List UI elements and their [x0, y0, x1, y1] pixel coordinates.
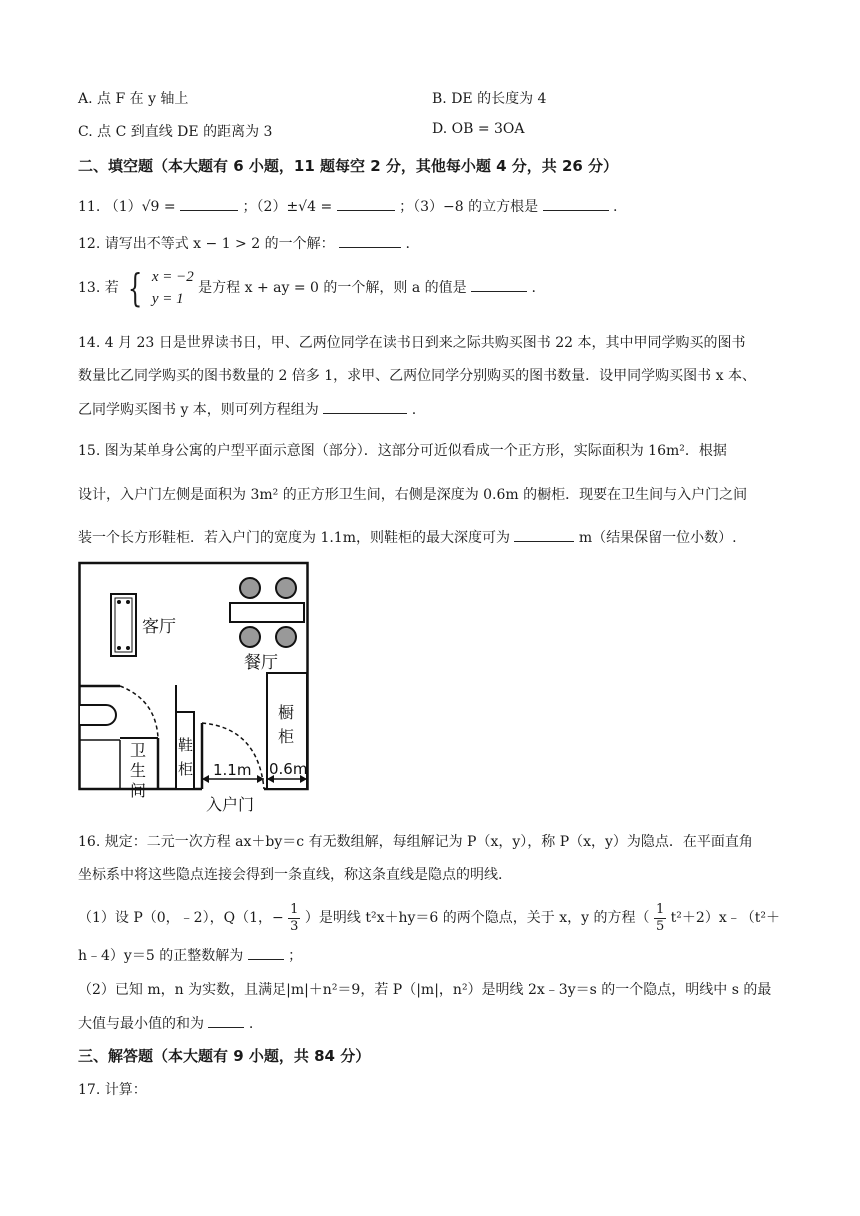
system-brace: { [128, 266, 143, 310]
section-3-heading: 三、解答题（本大题有 9 小题，共 84 分） [78, 1047, 371, 1065]
bathroom-door-arc [120, 686, 158, 738]
q14-line-3 [78, 399, 416, 420]
bathroom-label-2: 生 [130, 761, 147, 780]
question-13 [78, 266, 536, 310]
q13-eq2: y = 1 [151, 291, 184, 307]
q15-line-3 [78, 527, 737, 548]
q16-p1-a: （1）设 P（0，﹣2），Q（1，− [78, 910, 284, 926]
q14-line-2: 数量比乙同学购买的图书数量的 2 倍多 1，求甲、乙两位同学分别购买的图书数量．设甲同学购买图书 x 本、 [78, 368, 756, 384]
q11-number: 11. [78, 199, 101, 215]
q16-p1-b: ）是明线 t²x＋hy＝6 的两个隐点，关于 x，y 的方程（ [304, 910, 650, 926]
dining-table [230, 603, 304, 622]
q15-line-3-text: 装一个长方形鞋柜．若入户门的宽度为 1.1m，则鞋柜的最大深度可为 [78, 530, 510, 546]
q16-p2-end: . [248, 1016, 254, 1032]
q15-line-3-end: m（结果保留一位小数）. [578, 530, 737, 546]
cabinet-label-1: 橱 [278, 703, 295, 722]
q12-blank[interactable] [339, 233, 401, 248]
bathroom-label-3: 间 [130, 781, 147, 800]
q12-end: . [405, 236, 410, 252]
q16-blank-2[interactable] [208, 1013, 244, 1028]
q14-line-3-text: 乙同学购买图书 y 本，则可列方程组为 [78, 402, 319, 418]
q14-line-1: 14. 4 月 23 日是世界读书日，甲、乙两位同学在读书日到来之际共购买图书 22 本，其中甲同学购买的图书 [78, 335, 746, 351]
door-width-label: 1.1m [213, 761, 252, 779]
q16-part2-line-2 [78, 1013, 253, 1034]
entrance-label: 入户门 [206, 795, 255, 814]
floor-plan-figure [78, 560, 310, 816]
fraction-one-fifth: $\frac{1}{5}$ [655, 901, 665, 934]
cabinet-depth-label: 0.6m [269, 760, 308, 778]
cabinet-label-2: 柜 [278, 727, 295, 746]
q16-part2-line-1: （2）已知 m，n 为实数，且满足|m|＋n²＝9，若 P（|m|，n²）是明线 2x﹣3y＝s 的一个隐点，明线中 s 的最 [78, 982, 772, 998]
question-17: 17. 计算： [78, 1082, 147, 1098]
chair [240, 578, 260, 598]
question-11 [78, 196, 617, 217]
living-room-label: 客厅 [142, 617, 176, 637]
q13-end: . [531, 280, 536, 296]
q16-line-2: 坐标系中将这些隐点连接会得到一条直线，称这条直线是隐点的明线. [78, 867, 503, 883]
chair [276, 627, 296, 647]
chair [276, 578, 296, 598]
q12-text: 12. 请写出不等式 x − 1 > 2 的一个解： [78, 236, 335, 252]
q11-end: . [613, 199, 618, 215]
option-d: D. OB = 3OA [432, 121, 525, 137]
q16-line-1: 16. 规定：二元一次方程 ax＋by＝c 有无数组解，每组解记为 P（x，y），称 P（x，y）为隐点．在平面直角 [78, 834, 753, 850]
bathroom-label-1: 卫 [130, 741, 147, 760]
q11-part2: ；（2）±√4 = [242, 199, 333, 215]
shoe-cabinet-label-2: 柜 [178, 760, 194, 778]
q11-part3: ；（3）−8 的立方根是 [399, 199, 539, 215]
option-b: B. DE 的长度为 4 [432, 91, 547, 107]
q13-blank[interactable] [471, 277, 527, 292]
shoe-cabinet-label-1: 鞋 [178, 736, 194, 754]
q11-blank-1[interactable] [180, 196, 238, 211]
q15-line-1: 15. 图为某单身公寓的户型平面示意图（部分）．这部分可近似看成一个正方形，实际面积为 16m²．根据 [78, 443, 727, 459]
q11-blank-3[interactable] [543, 196, 609, 211]
chair [240, 627, 260, 647]
question-12 [78, 233, 410, 254]
q13-eq1: x = −2 [151, 269, 194, 285]
q16-p1-line2-text: h﹣4）y＝5 的正整数解为 [78, 948, 244, 964]
toilet [80, 705, 116, 725]
fraction-one-third: $\frac{1}{3}$ [290, 901, 299, 934]
q16-part1-line-2 [78, 945, 302, 966]
q16-p1-c: t²＋2）x﹣（t²＋ [670, 910, 780, 926]
q11-part1: （1）√9 = [104, 199, 176, 215]
q15-blank[interactable] [514, 527, 574, 542]
q16-part1-line-1 [78, 898, 780, 938]
section-2-heading: 二、填空题（本大题有 6 小题，11 题每空 2 分，其他每小题 4 分，共 26 分） [78, 157, 619, 175]
q13-mid: 是方程 x + ay = 0 的一个解，则 a 的值是 [198, 280, 467, 296]
q14-blank[interactable] [323, 399, 407, 414]
q16-p1-end: ； [288, 948, 303, 964]
equation-system [152, 266, 194, 310]
q16-p2-line2-text: 大值与最小值的和为 [78, 1016, 204, 1032]
q14-end: . [411, 402, 417, 418]
dining-room-label: 餐厅 [244, 653, 278, 673]
option-c: C. 点 C 到直线 DE 的距离为 3 [78, 124, 273, 140]
option-a: A. 点 F 在 y 轴上 [78, 91, 189, 107]
q13-number: 13. 若 [78, 280, 119, 296]
q11-blank-2[interactable] [337, 196, 395, 211]
q15-line-2: 设计，入户门左侧是面积为 3m² 的正方形卫生间，右侧是深度为 0.6m 的橱柜．现要在卫生间与入户门之间 [78, 487, 748, 503]
q16-blank-1[interactable] [248, 945, 284, 960]
